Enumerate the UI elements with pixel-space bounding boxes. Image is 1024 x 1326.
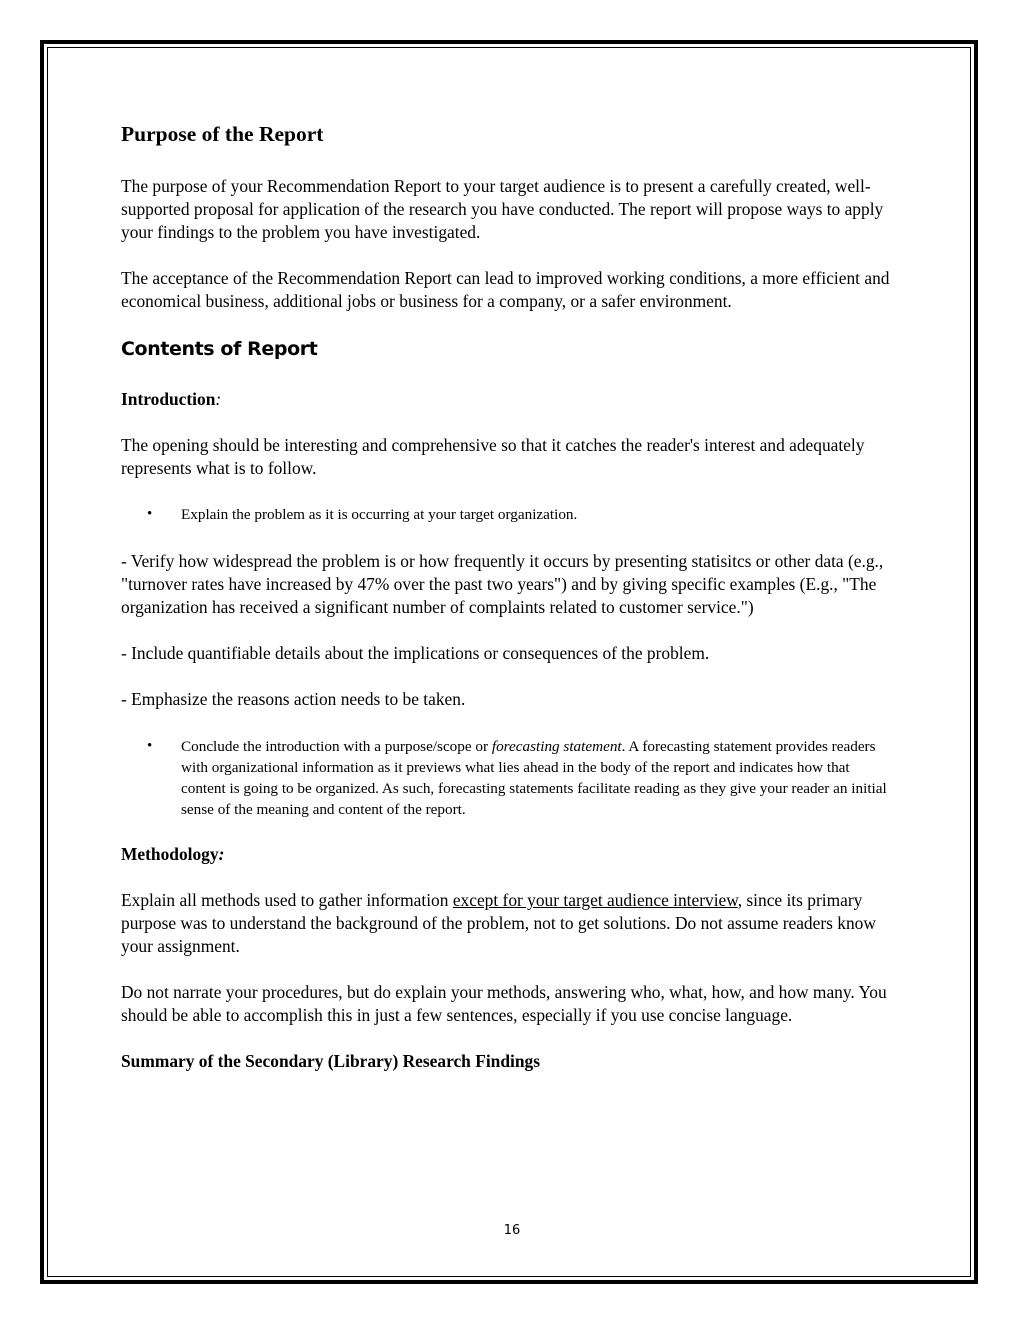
bullet-text: Explain the problem as it is occurring at your target organization. [181, 506, 578, 523]
bullet-item-conclude-introduction [121, 736, 911, 820]
emphasize-paragraph: - Emphasize the reasons action needs to be taken. [121, 689, 466, 709]
purpose-heading: Purpose of the Report [121, 122, 324, 146]
summary-subheading: Summary of the Secondary (Library) Research Findings [121, 1051, 540, 1071]
forecasting-statement-term: forecasting statement [491, 738, 622, 755]
bullet-item-explain-problem [121, 504, 911, 525]
page-number: 16 [503, 1223, 521, 1238]
bullet-text-start: Conclude the introduction with a purpose/scope or [181, 738, 492, 755]
bullet-text-end: . A forecasting statement provides readers with organizational information as it previews what lies ahead in the body of the report and indicates how that content is going to be organized. As such, forecasting statements facilitate reading as they give your reader an initial sense of the meaning and content of the report. [181, 738, 887, 818]
methodology-text-start: Explain all methods used to gather information [121, 890, 453, 910]
purpose-paragraph-1: The purpose of your Recommendation Report to your target audience is to present a carefully created, well-supported proposal for application of the research you have conducted. The report will propose ways to apply your findings to the problem you have investigated. [121, 176, 884, 242]
verify-paragraph: - Verify how widespread the problem is or how frequently it occurs by presenting statisitcs or other data (e.g., "turnover rates have increased by 47% over the past two years") and by giving specific examples (E.g., "The organization has received a significant number of complaints related to customer service.") [121, 551, 884, 617]
bullet-point: • [147, 506, 153, 522]
document-body [121, 121, 911, 1073]
introduction-colon: : [215, 389, 222, 409]
methodology-label: Methodology [121, 844, 219, 864]
underlined-phrase: except for your target audience interview [452, 890, 738, 910]
methodology-colon: : [218, 844, 225, 864]
quantifiable-paragraph: - Include quantifiable details about the implications or consequences of the problem. [121, 643, 710, 663]
purpose-paragraph-2: The acceptance of the Recommendation Report can lead to improved working conditions, a more efficient and economical business, additional jobs or business for a company, or a safer environment. [121, 268, 890, 311]
methodology-paragraph-2: Do not narrate your procedures, but do explain your methods, answering who, what, how, and how many. You should be able to accomplish this in just a few sentences, especially if you use concise language. [121, 982, 887, 1025]
introduction-label: Introduction [121, 389, 216, 409]
methodology-paragraph-1 [121, 889, 911, 958]
bullet-point: • [147, 738, 153, 754]
contents-heading: Contents of Report [121, 338, 318, 360]
methodology-subheading [121, 843, 911, 866]
introduction-subheading [121, 388, 911, 411]
introduction-paragraph: The opening should be interesting and comprehensive so that it catches the reader's interest and adequately represents what is to follow. [121, 435, 865, 478]
methodology-text-end: , since its primary purpose was to understand the background of the problem, not to get solutions. Do not assume readers know your assignment. [121, 890, 876, 956]
bullet-text [181, 736, 911, 820]
